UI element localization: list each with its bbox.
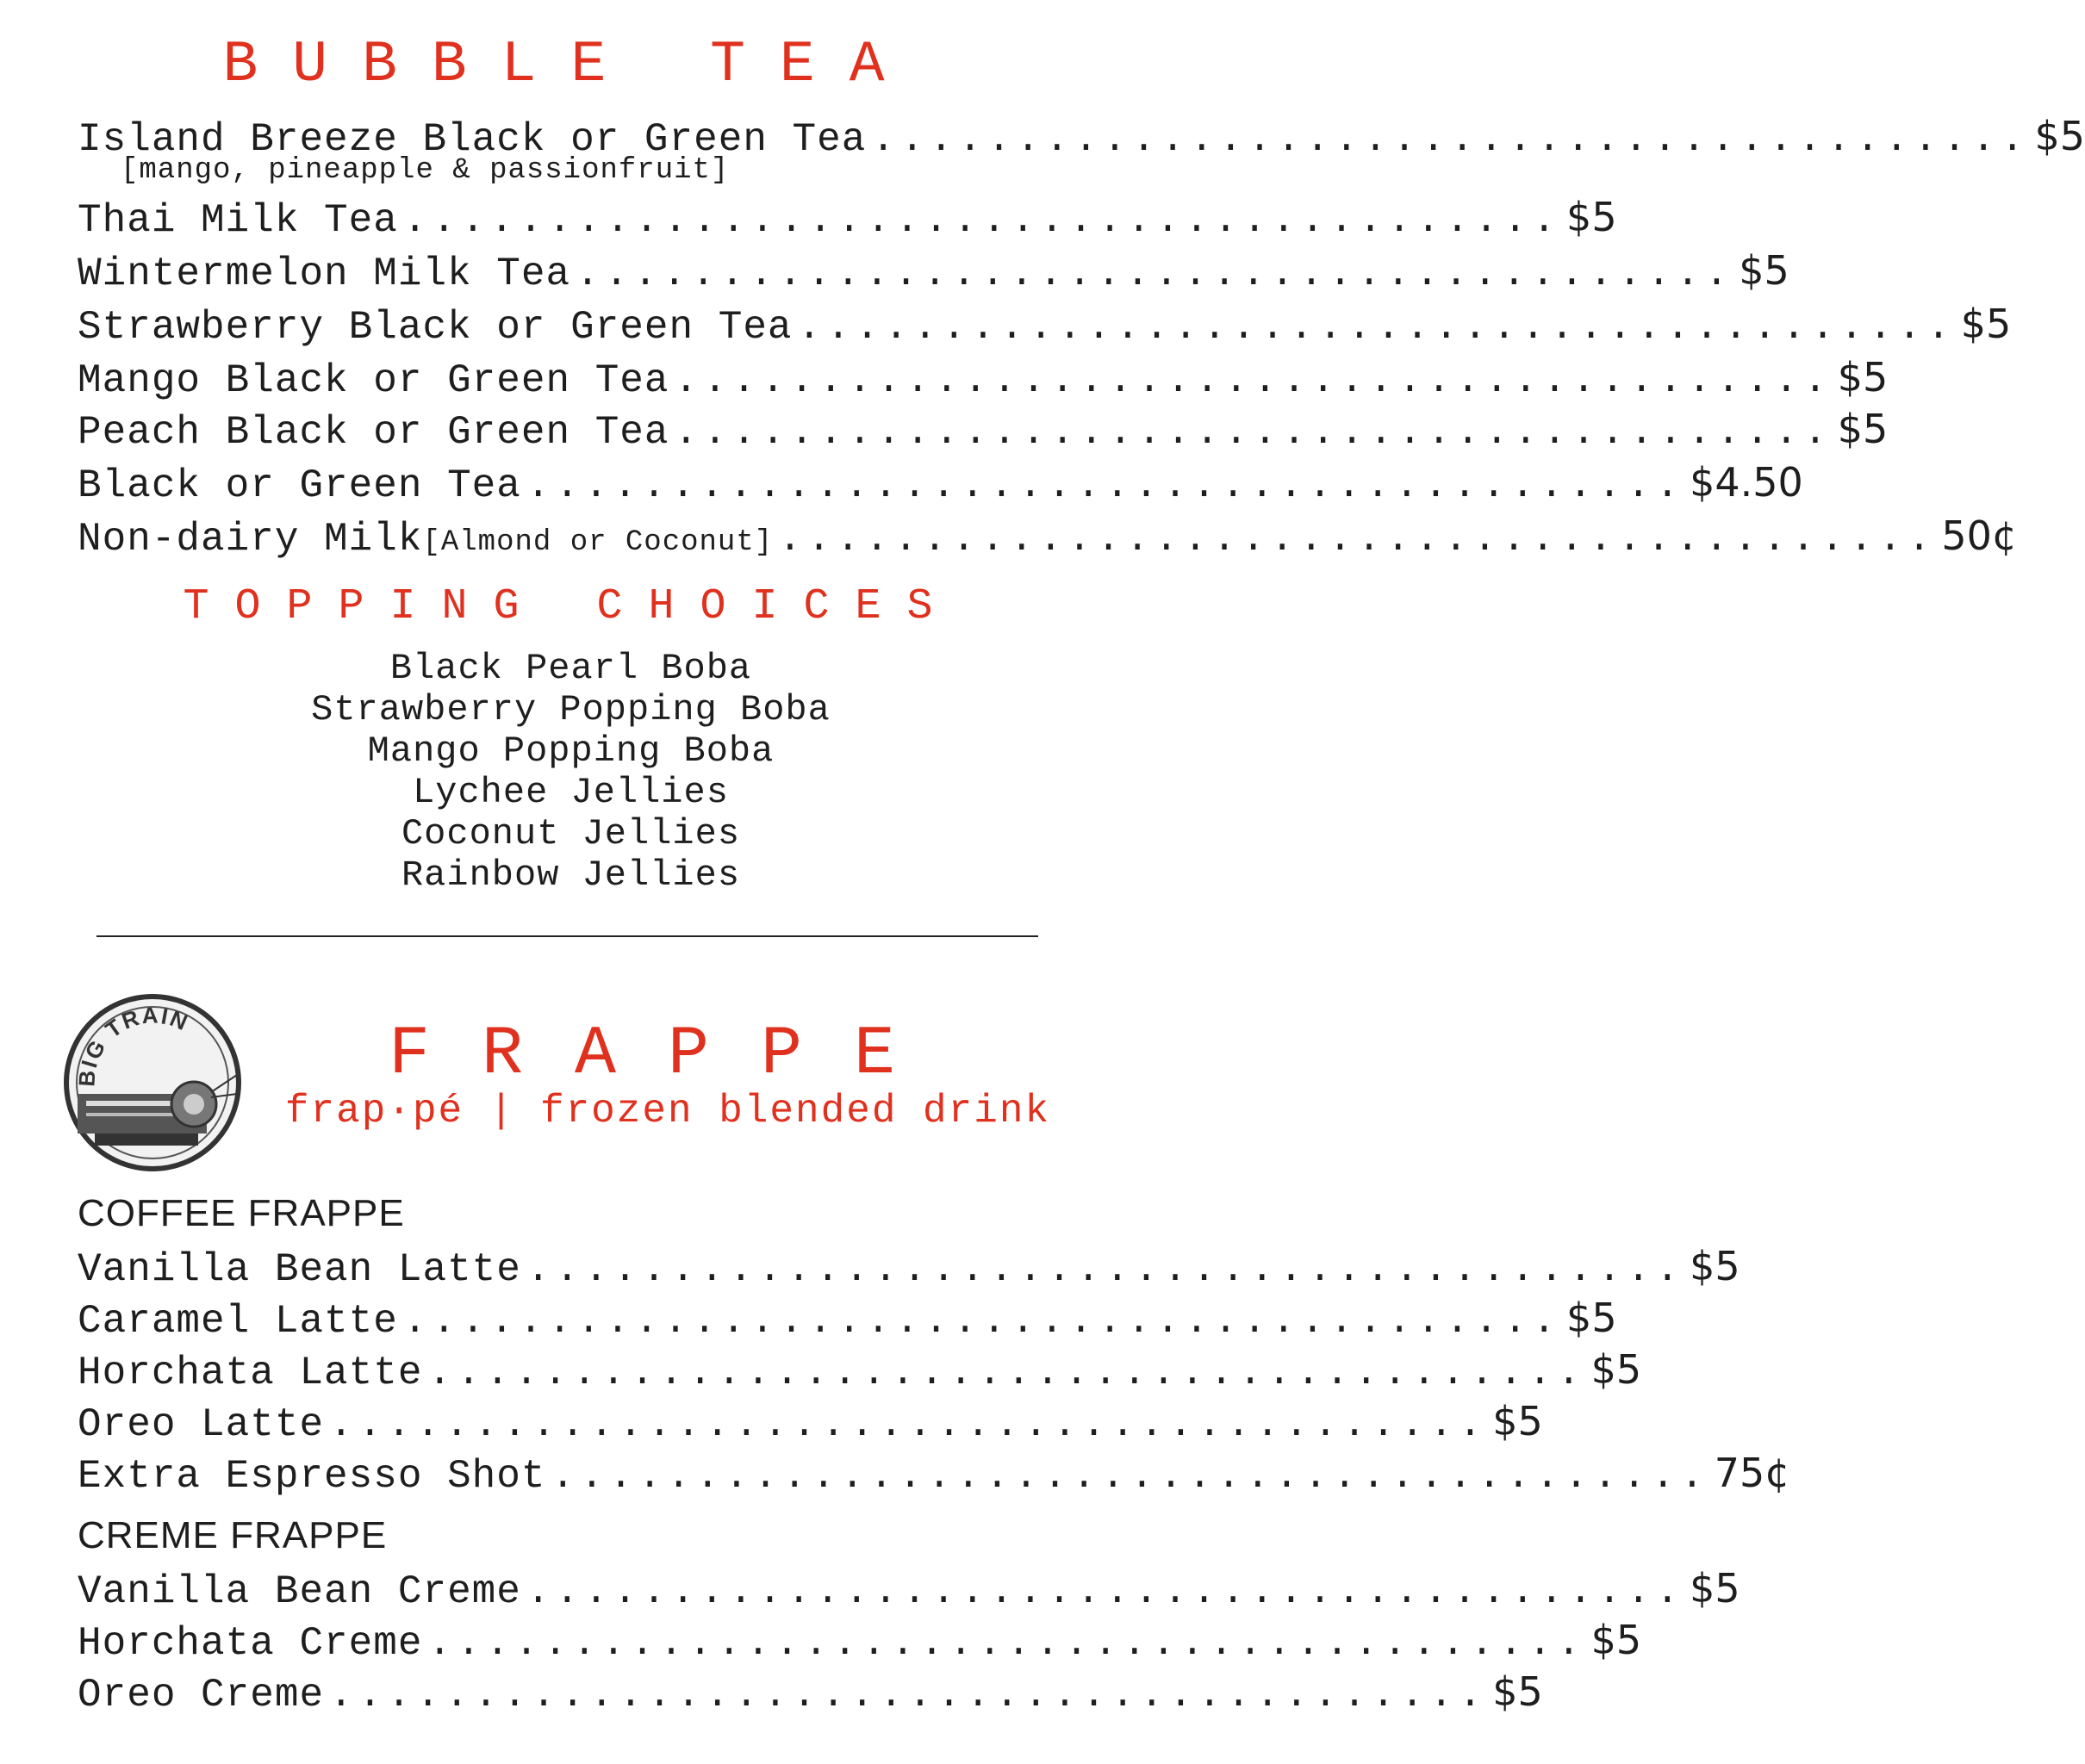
leader-dots: ........................................ xyxy=(797,305,1956,350)
item-name: Strawberry Black or Green Tea xyxy=(78,305,793,350)
item-name: Island Breeze Black or Green Tea xyxy=(78,117,867,162)
leader-dots: ........................................ xyxy=(427,1351,1586,1395)
item-name: Caramel Latte xyxy=(78,1299,398,1344)
item-name: Wintermelon Milk Tea xyxy=(78,252,571,296)
menu-item-oreo-latte xyxy=(78,1395,1543,1447)
menu-item-horchata-latte xyxy=(78,1344,1642,1395)
item-name: Non-dairy Milk xyxy=(78,517,423,562)
menu-item-vanilla-bean-creme xyxy=(78,1562,1740,1614)
leader-dots: ........................................ xyxy=(329,1402,1488,1447)
leader-dots: ........................................ xyxy=(526,1247,1685,1292)
item-price: 75¢ xyxy=(1714,1450,1790,1496)
item-price: $5 xyxy=(1492,1398,1543,1444)
item-price: 50¢ xyxy=(1941,512,2018,559)
menu-item-extra-espresso-shot xyxy=(78,1447,1790,1499)
item-note: [mango, pineapple & passionfruit] xyxy=(121,154,730,187)
item-name: Extra Espresso Shot xyxy=(78,1454,546,1499)
item-name: Horchata Latte xyxy=(78,1351,423,1395)
item-price: $5 xyxy=(1739,247,1789,294)
item-price: $5 xyxy=(1837,354,1889,401)
creme-frappe-heading: CREME FRAPPE xyxy=(78,1514,388,1556)
leader-dots: ........................................ xyxy=(674,358,1833,403)
item-options: [Almond or Coconut] xyxy=(422,526,774,559)
item-price: $4.50 xyxy=(1690,459,1803,506)
leader-dots: ........................................ xyxy=(329,1673,1488,1717)
item-name: Horchata Creme xyxy=(78,1621,423,1666)
menu-item-peach-tea xyxy=(78,403,1889,455)
item-name: Oreo Creme xyxy=(78,1673,325,1717)
leader-dots: ........................................ xyxy=(674,410,1833,455)
leader-dots: ........................................ xyxy=(778,517,1937,562)
bubble-tea-title: BUBBLE TEA xyxy=(222,32,919,98)
item-price: $5 xyxy=(1690,1243,1740,1289)
logo-text: BIG TRAIN xyxy=(73,1002,193,1088)
topping-item: Black Pearl Boba xyxy=(389,648,752,689)
menu-item-caramel-latte xyxy=(78,1292,1617,1344)
topping-item: Rainbow Jellies xyxy=(401,854,741,896)
topping-item: Strawberry Popping Boba xyxy=(311,689,831,730)
menu-item-wintermelon xyxy=(78,245,1789,296)
item-name: Thai Milk Tea xyxy=(78,198,398,243)
item-name: Peach Black or Green Tea xyxy=(78,410,669,455)
item-name: Vanilla Bean Creme xyxy=(78,1569,521,1614)
item-name: Mango Black or Green Tea xyxy=(78,358,669,403)
menu-item-black-green-tea xyxy=(78,457,1803,508)
leader-dots: ........................................ xyxy=(551,1454,1709,1499)
leader-dots: ........................................ xyxy=(526,463,1685,508)
item-price: $5 xyxy=(1566,194,1617,240)
item-price: $5 xyxy=(1590,1346,1642,1393)
item-price: $5 xyxy=(1566,1295,1617,1341)
menu-item-mango-tea xyxy=(78,351,1889,403)
menu-item-oreo-creme xyxy=(78,1666,1543,1717)
frappe-subtitle: frap·pé | frozen blended drink xyxy=(284,1089,1051,1134)
section-divider xyxy=(96,935,1038,937)
item-name: Vanilla Bean Latte xyxy=(78,1247,521,1292)
frappe-title: FRAPPE xyxy=(388,1016,948,1094)
leader-dots: ........................................ xyxy=(871,117,2030,162)
item-price: $5 xyxy=(1492,1668,1543,1715)
menu-item-strawberry-tea xyxy=(78,298,2012,350)
leader-dots: ........................................ xyxy=(526,1569,1685,1614)
item-price: $5 xyxy=(2034,113,2085,159)
topping-item: Coconut Jellies xyxy=(401,813,741,854)
item-name: Black or Green Tea xyxy=(78,463,521,508)
menu-item-thai-milk-tea xyxy=(78,191,1617,243)
item-name: Oreo Latte xyxy=(78,1402,325,1447)
leader-dots: ........................................ xyxy=(576,252,1734,296)
item-price: $5 xyxy=(1837,406,1889,452)
leader-dots: ........................................ xyxy=(402,1299,1562,1344)
item-price: $5 xyxy=(1960,301,2012,347)
topping-choices-title: TOPPING CHOICES xyxy=(183,582,959,631)
leader-dots: ........................................ xyxy=(427,1621,1586,1666)
coffee-frappe-heading: COFFEE FRAPPE xyxy=(78,1192,405,1234)
menu-item-vanilla-bean-latte xyxy=(78,1240,1740,1292)
menu-item-horchata-creme xyxy=(78,1614,1642,1666)
topping-item: Lychee Jellies xyxy=(413,772,729,813)
big-train-logo-icon xyxy=(60,991,246,1176)
menu-item-non-dairy-milk xyxy=(78,510,2018,562)
item-price: $5 xyxy=(1590,1617,1642,1663)
leader-dots: ........................................ xyxy=(402,198,1562,243)
topping-item: Mango Popping Boba xyxy=(367,730,775,772)
item-price: $5 xyxy=(1690,1565,1740,1612)
